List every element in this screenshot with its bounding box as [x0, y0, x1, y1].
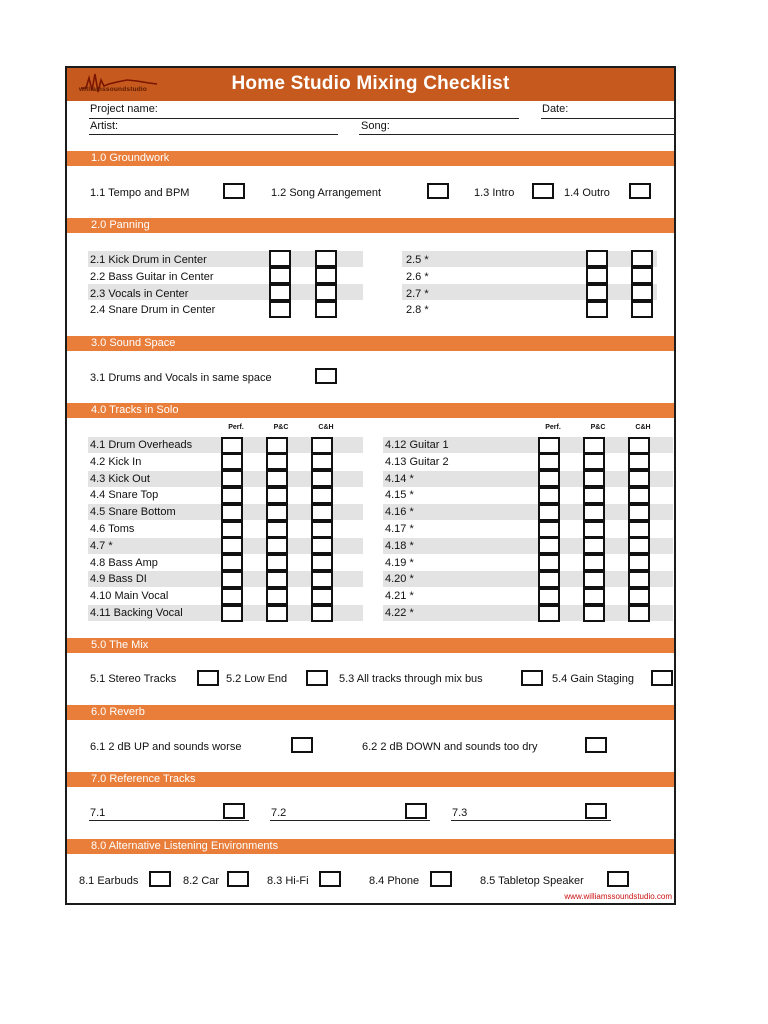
checkbox-solo-left-2-3[interactable] — [311, 453, 333, 470]
checkbox-solo-left-10-2[interactable] — [266, 588, 288, 605]
checkbox-solo-right-9-1[interactable] — [538, 571, 560, 588]
item-reference-3: 7.3 — [452, 807, 468, 819]
checkbox-pan-4b[interactable] — [315, 301, 337, 318]
checkbox-gain-staging[interactable] — [651, 670, 673, 686]
checkbox-solo-right-4-2[interactable] — [583, 487, 605, 504]
logo-text: williamssoundstudio — [79, 86, 148, 93]
checkbox-pan-3b[interactable] — [315, 284, 337, 301]
checkbox-solo-left-3-2[interactable] — [266, 470, 288, 487]
checkbox-pan-7a[interactable] — [586, 284, 608, 301]
solo-track-label: 4.17 * — [385, 523, 414, 535]
item-panning-6: 2.6 * — [406, 271, 429, 283]
checkbox-drums-vocals-space[interactable] — [315, 368, 337, 384]
checkbox-solo-left-2-1[interactable] — [221, 453, 243, 470]
checkbox-solo-left-4-3[interactable] — [311, 487, 333, 504]
date-label: Date: — [542, 103, 569, 115]
item-drums-vocals-space: 3.1 Drums and Vocals in same space — [90, 372, 272, 384]
checkbox-solo-right-5-1[interactable] — [538, 504, 560, 521]
checkbox-outro[interactable] — [629, 183, 651, 199]
project-name-field[interactable] — [89, 118, 519, 119]
row-stripe — [402, 284, 657, 300]
checkbox-pan-5a[interactable] — [586, 250, 608, 267]
checkbox-pan-5b[interactable] — [631, 250, 653, 267]
checkbox-solo-right-3-1[interactable] — [538, 470, 560, 487]
checkbox-solo-right-1-2[interactable] — [583, 437, 605, 454]
section-sound-space: 3.0 Sound Space — [67, 336, 674, 351]
section-reverb: 6.0 Reverb — [67, 705, 674, 720]
checkbox-pan-4a[interactable] — [269, 301, 291, 318]
website-url: www.williamssoundstudio.com — [564, 892, 672, 901]
solo-track-label: 4.4 Snare Top — [90, 489, 159, 502]
checkbox-solo-left-6-2[interactable] — [266, 521, 288, 538]
item-hifi: 8.3 Hi-Fi — [267, 875, 309, 887]
checkbox-solo-right-8-1[interactable] — [538, 554, 560, 571]
item-reference-1: 7.1 — [90, 807, 106, 819]
checkbox-solo-right-2-2[interactable] — [583, 453, 605, 470]
item-phone: 8.4 Phone — [369, 875, 420, 887]
solo-track-label: 4.18 * — [385, 539, 414, 552]
checkbox-solo-left-5-1[interactable] — [221, 504, 243, 521]
column-header-ch-right: C&H — [635, 424, 651, 431]
checkbox-solo-left-5-3[interactable] — [311, 504, 333, 521]
item-mix-bus: 5.3 All tracks through mix bus — [339, 673, 483, 685]
item-gain-staging: 5.4 Gain Staging — [552, 673, 634, 685]
column-header-perf-right: Perf. — [545, 424, 561, 431]
checkbox-reference-1[interactable] — [223, 803, 245, 819]
checkbox-pan-6b[interactable] — [631, 267, 653, 284]
item-outro: 1.4 Outro — [564, 187, 610, 199]
solo-track-label: 4.9 Bass DI — [90, 573, 147, 586]
checkbox-solo-left-3-1[interactable] — [221, 470, 243, 487]
checkbox-tabletop-speaker[interactable] — [607, 871, 629, 887]
checkbox-solo-left-7-2[interactable] — [266, 537, 288, 554]
item-stereo-tracks: 5.1 Stereo Tracks — [90, 673, 177, 685]
item-kick-center: 2.1 Kick Drum in Center — [90, 254, 207, 266]
checkbox-earbuds[interactable] — [149, 871, 171, 887]
checkbox-solo-right-2-3[interactable] — [628, 453, 650, 470]
solo-track-label: 4.5 Snare Bottom — [90, 506, 176, 519]
checkbox-solo-left-1-3[interactable] — [311, 437, 333, 454]
checkbox-solo-left-11-3[interactable] — [311, 605, 333, 622]
item-snare-center: 2.4 Snare Drum in Center — [90, 304, 216, 316]
item-reverb-down: 6.2 2 dB DOWN and sounds too dry — [362, 741, 538, 753]
item-song-arrangement: 1.2 Song Arrangement — [271, 187, 382, 199]
checkbox-pan-6a[interactable] — [586, 267, 608, 284]
checkbox-solo-left-7-3[interactable] — [311, 537, 333, 554]
checkbox-song-arrangement[interactable] — [427, 183, 449, 199]
checkbox-solo-right-6-2[interactable] — [583, 521, 605, 538]
column-header-ch: C&H — [318, 424, 334, 431]
checkbox-solo-right-11-3[interactable] — [628, 605, 650, 622]
checkbox-solo-left-10-3[interactable] — [311, 588, 333, 605]
checkbox-pan-1a[interactable] — [269, 250, 291, 267]
item-panning-7: 2.7 * — [406, 288, 429, 300]
checkbox-pan-1b[interactable] — [315, 250, 337, 267]
item-reverb-up: 6.1 2 dB UP and sounds worse — [90, 741, 242, 753]
checkbox-solo-left-8-3[interactable] — [311, 554, 333, 571]
item-panning-8: 2.8 * — [406, 304, 429, 316]
reference-1-field[interactable] — [89, 820, 249, 821]
song-label: Song: — [361, 120, 390, 132]
checkbox-pan-2b[interactable] — [315, 267, 337, 284]
solo-track-label: 4.20 * — [385, 573, 414, 586]
solo-track-label: 4.21 * — [385, 590, 414, 603]
item-vocals-center: 2.3 Vocals in Center — [90, 288, 189, 300]
checkbox-solo-left-9-3[interactable] — [311, 571, 333, 588]
song-field[interactable] — [359, 134, 674, 135]
section-reference-tracks: 7.0 Reference Tracks — [67, 772, 674, 787]
checkbox-solo-left-8-1[interactable] — [221, 554, 243, 571]
item-tempo-bpm: 1.1 Tempo and BPM — [90, 187, 190, 199]
checkbox-solo-left-9-1[interactable] — [221, 571, 243, 588]
solo-track-label: 4.14 * — [385, 472, 414, 485]
section-groundwork: 1.0 Groundwork — [67, 151, 674, 166]
checkbox-solo-right-11-1[interactable] — [538, 605, 560, 622]
reference-3-field[interactable] — [451, 820, 611, 821]
checkbox-solo-left-7-1[interactable] — [221, 537, 243, 554]
checkbox-stereo-tracks[interactable] — [197, 670, 219, 686]
solo-track-label: 4.22 * — [385, 607, 414, 619]
solo-track-label: 4.15 * — [385, 489, 414, 502]
solo-track-label: 4.3 Kick Out — [90, 472, 150, 485]
checkbox-phone[interactable] — [430, 871, 452, 887]
checkbox-pan-3a[interactable] — [269, 284, 291, 301]
checkbox-solo-right-1-3[interactable] — [628, 437, 650, 454]
checkbox-solo-left-2-2[interactable] — [266, 453, 288, 470]
checkbox-solo-right-1-1[interactable] — [538, 437, 560, 454]
checkbox-solo-right-7-2[interactable] — [583, 537, 605, 554]
checkbox-pan-7b[interactable] — [631, 284, 653, 301]
checkbox-solo-left-11-2[interactable] — [266, 605, 288, 622]
solo-track-label: 4.13 Guitar 2 — [385, 455, 449, 468]
column-header-perf: Perf. — [228, 424, 244, 431]
checkbox-solo-right-2-1[interactable] — [538, 453, 560, 470]
solo-track-label: 4.12 Guitar 1 — [385, 439, 449, 451]
project-name-label: Project name: — [90, 103, 158, 115]
solo-track-label: 4.8 Bass Amp — [90, 556, 158, 569]
checkbox-pan-8a[interactable] — [586, 301, 608, 318]
checkbox-solo-right-9-3[interactable] — [628, 571, 650, 588]
section-panning: 2.0 Panning — [67, 218, 674, 233]
checkbox-hifi[interactable] — [319, 871, 341, 887]
checkbox-pan-8b[interactable] — [631, 301, 653, 318]
column-header-pc-right: P&C — [590, 424, 606, 431]
solo-track-label: 4.11 Backing Vocal — [90, 607, 183, 619]
item-panning-5: 2.5 * — [406, 254, 429, 266]
item-earbuds: 8.1 Earbuds — [79, 875, 139, 887]
solo-track-label: 4.7 * — [90, 539, 113, 552]
checkbox-reverb-up[interactable] — [291, 737, 313, 753]
checkbox-solo-left-6-3[interactable] — [311, 521, 333, 538]
reference-2-field[interactable] — [270, 820, 430, 821]
row-stripe — [402, 251, 657, 267]
title-bar — [67, 68, 674, 101]
checkbox-solo-left-4-1[interactable] — [221, 487, 243, 504]
checkbox-solo-right-6-1[interactable] — [538, 521, 560, 538]
checkbox-solo-right-9-2[interactable] — [583, 571, 605, 588]
checkbox-solo-right-3-2[interactable] — [583, 470, 605, 487]
item-intro: 1.3 Intro — [474, 187, 515, 199]
checkbox-solo-left-3-3[interactable] — [311, 470, 333, 487]
section-listening-environments: 8.0 Alternative Listening Environments — [67, 839, 674, 854]
checkbox-mix-bus[interactable] — [521, 670, 543, 686]
solo-track-label: 4.6 Toms — [90, 523, 135, 535]
checkbox-solo-left-1-1[interactable] — [221, 437, 243, 454]
checkbox-pan-2a[interactable] — [269, 267, 291, 284]
item-reference-2: 7.2 — [271, 807, 287, 819]
column-header-pc: P&C — [273, 424, 289, 431]
checkbox-solo-right-5-3[interactable] — [628, 504, 650, 521]
checkbox-solo-right-10-2[interactable] — [583, 588, 605, 605]
checkbox-reference-2[interactable] — [405, 803, 427, 819]
item-bass-center: 2.2 Bass Guitar in Center — [90, 271, 214, 283]
checkbox-solo-right-6-3[interactable] — [628, 521, 650, 538]
solo-track-label: 4.16 * — [385, 506, 414, 519]
item-low-end: 5.2 Low End — [226, 673, 288, 685]
solo-track-label: 4.2 Kick In — [90, 455, 142, 468]
artist-label: Artist: — [90, 120, 119, 132]
checkbox-solo-left-5-2[interactable] — [266, 504, 288, 521]
checkbox-solo-left-9-2[interactable] — [266, 571, 288, 588]
section-the-mix: 5.0 The Mix — [67, 638, 674, 653]
checkbox-reference-3[interactable] — [585, 803, 607, 819]
checkbox-solo-left-1-2[interactable] — [266, 437, 288, 454]
page-title: Home Studio Mixing Checklist — [231, 73, 510, 94]
checkbox-solo-right-11-2[interactable] — [583, 605, 605, 622]
date-field[interactable] — [541, 118, 674, 119]
checkbox-solo-right-4-1[interactable] — [538, 487, 560, 504]
checklist-sheet — [65, 66, 676, 905]
solo-track-label: 4.19 * — [385, 556, 414, 569]
checkbox-solo-right-10-3[interactable] — [628, 588, 650, 605]
checkbox-solo-left-11-1[interactable] — [221, 605, 243, 622]
checkbox-solo-left-4-2[interactable] — [266, 487, 288, 504]
checkbox-solo-right-7-1[interactable] — [538, 537, 560, 554]
checkbox-low-end[interactable] — [306, 670, 328, 686]
checkbox-solo-left-10-1[interactable] — [221, 588, 243, 605]
section-tracks-solo: 4.0 Tracks in Solo — [67, 403, 674, 418]
checkbox-car[interactable] — [227, 871, 249, 887]
checkbox-reverb-down[interactable] — [585, 737, 607, 753]
solo-track-label: 4.10 Main Vocal — [90, 590, 169, 603]
checkbox-solo-right-8-3[interactable] — [628, 554, 650, 571]
solo-track-label: 4.1 Drum Overheads — [90, 439, 193, 451]
checkbox-solo-right-7-3[interactable] — [628, 537, 650, 554]
checkbox-solo-right-3-3[interactable] — [628, 470, 650, 487]
artist-field[interactable] — [89, 134, 338, 135]
checkbox-solo-right-4-3[interactable] — [628, 487, 650, 504]
checkbox-solo-right-5-2[interactable] — [583, 504, 605, 521]
item-car: 8.2 Car — [183, 875, 220, 887]
checkbox-solo-right-10-1[interactable] — [538, 588, 560, 605]
checkbox-solo-left-6-1[interactable] — [221, 521, 243, 538]
checkbox-intro[interactable] — [532, 183, 554, 199]
item-tabletop-speaker: 8.5 Tabletop Speaker — [480, 875, 584, 887]
checkbox-solo-left-8-2[interactable] — [266, 554, 288, 571]
checkbox-tempo-bpm[interactable] — [223, 183, 245, 199]
checkbox-solo-right-8-2[interactable] — [583, 554, 605, 571]
